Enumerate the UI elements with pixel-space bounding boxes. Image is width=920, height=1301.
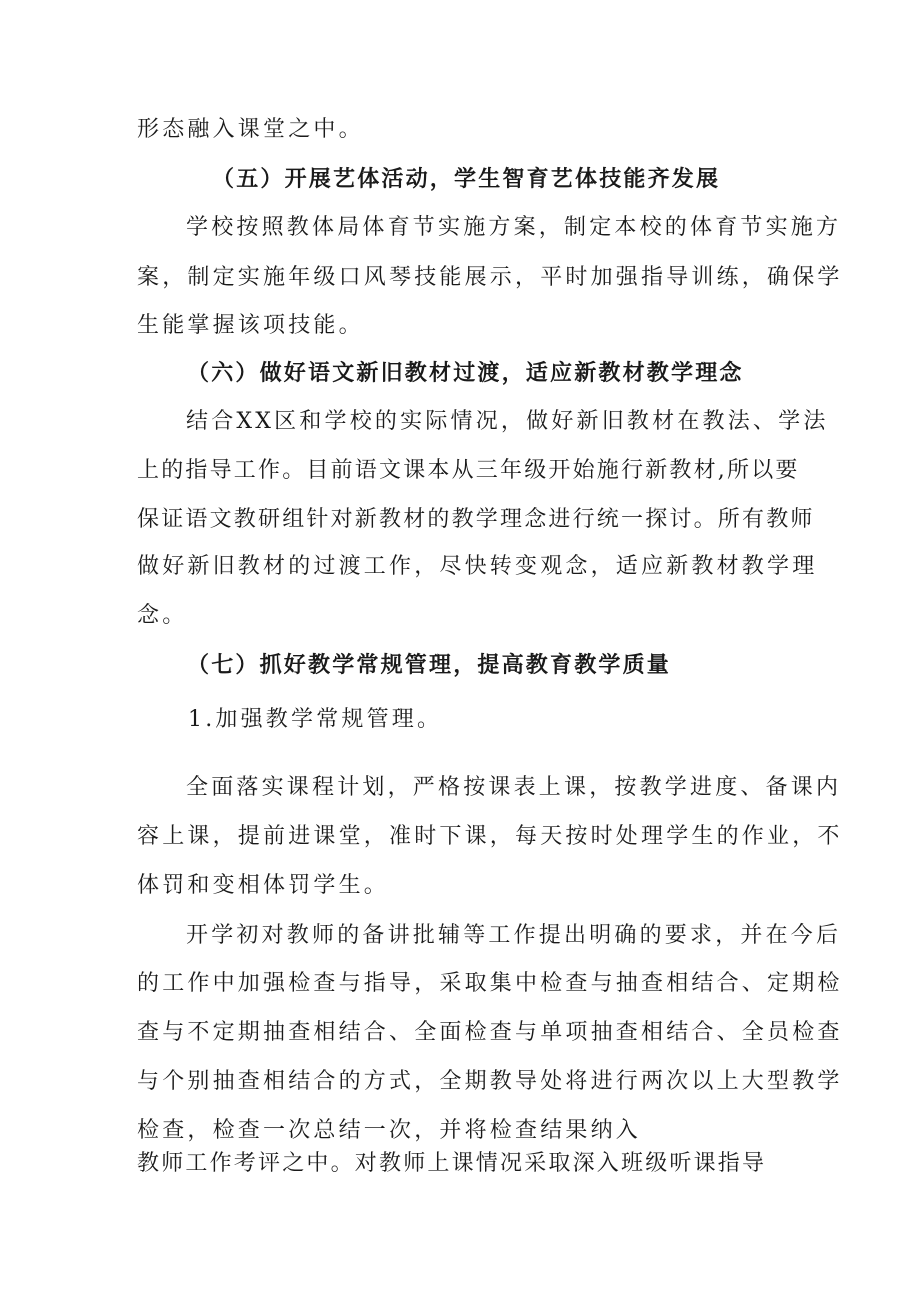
- paragraph-line: 体罚和变相体罚学生。: [137, 873, 390, 898]
- paragraph-line: 形态融入课堂之中。: [137, 117, 364, 142]
- paragraph-line: 学校按照教体局体育节实施方案，制定本校的体育节实施方: [186, 215, 842, 240]
- paragraph-line: 生能掌握该项技能。: [137, 313, 364, 338]
- paragraph-line: 教师工作考评之中。对教师上课情况采取深入班级听课指导: [137, 1151, 767, 1176]
- section-heading: （七）抓好教学常规管理，提高教育教学质量: [187, 652, 672, 678]
- section-heading: （六）做好语文新旧教材过渡，适应新教材教学理念: [187, 360, 744, 386]
- paragraph-line: 保证语文教研组针对新教材的教学理念进行统一探讨。所有教师: [137, 507, 815, 532]
- paragraph-line: 开学初对教师的备讲批辅等工作提出明确的要求，并在今后: [186, 923, 842, 948]
- paragraph-line: 查与不定期抽查相结合、全面检查与单项抽查相结合、全员检查: [137, 1020, 843, 1045]
- section-heading: （五）开展艺体活动，学生智育艺体技能齐发展: [212, 166, 721, 192]
- paragraph-line: 做好新旧教材的过渡工作，尽快转变观念，适应新教材教学理: [137, 554, 818, 579]
- paragraph-line: 的工作中加强检查与指导，采取集中检查与抽查相结合、定期检: [137, 971, 843, 996]
- paragraph-line: 案，制定实施年级口风琴技能展示，平时加强指导训练，确保学: [137, 265, 843, 290]
- paragraph-line: 上的指导工作。目前语文课本从三年级开始施行新教材,所以要: [137, 458, 800, 483]
- paragraph-line: 1.加强教学常规管理。: [188, 707, 443, 732]
- paragraph-line: 与个别抽查相结合的方式，全期教导处将进行两次以上大型教学: [137, 1069, 843, 1094]
- paragraph-line: 念。: [137, 603, 188, 628]
- paragraph-line: 结合XX区和学校的实际情况，做好新旧教材在教法、学法: [186, 409, 829, 434]
- paragraph-line: 检查，检查一次总结一次，并将检查结果纳入: [137, 1118, 642, 1143]
- paragraph-line: 全面落实课程计划，严格按课表上课，按教学进度、备课内: [186, 775, 842, 800]
- paragraph-line: 容上课，提前进课堂，准时下课，每天按时处理学生的作业，不: [137, 824, 843, 849]
